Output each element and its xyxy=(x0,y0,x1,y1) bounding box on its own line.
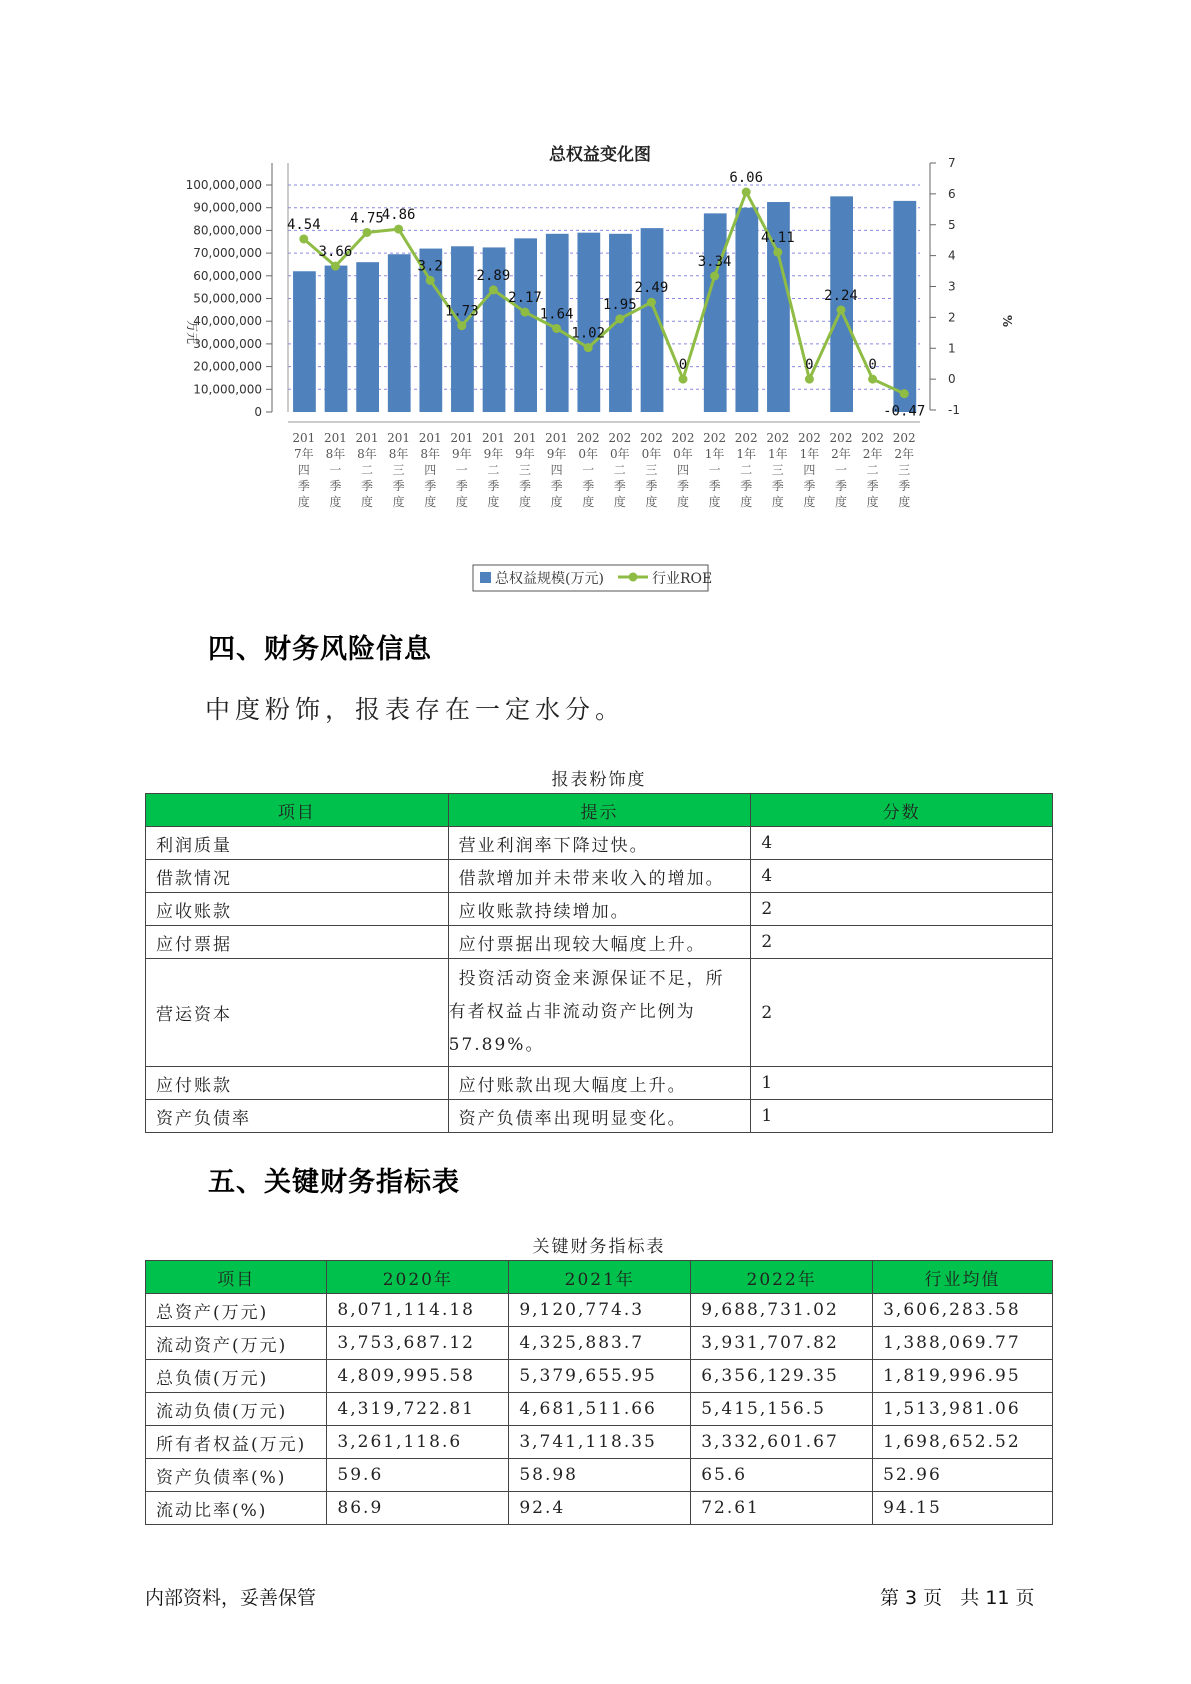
risk-score: 4 xyxy=(751,860,1053,893)
y2-tick-label: 4 xyxy=(948,248,956,263)
x-tick-line: 0年 xyxy=(578,447,599,461)
equity-chart xyxy=(160,135,1060,595)
metric-value: 5,379,655.95 xyxy=(509,1360,691,1393)
risk-header-tip: 提示 xyxy=(448,794,751,827)
risk-item: 应收账款 xyxy=(146,893,449,926)
roe-point xyxy=(900,389,909,398)
bar-equity xyxy=(356,262,379,412)
metric-value: 4,319,722.81 xyxy=(327,1393,509,1426)
roe-point xyxy=(679,375,688,384)
x-tick-line: 度 xyxy=(613,495,626,509)
roe-data-label: 0 xyxy=(868,357,877,374)
x-tick-label xyxy=(577,431,600,509)
x-tick-line: 季 xyxy=(455,479,468,493)
bar-equity xyxy=(514,238,537,412)
x-tick-line: 一 xyxy=(455,463,468,477)
x-tick-line: 三 xyxy=(392,463,405,477)
roe-data-label: 4.86 xyxy=(381,207,416,224)
roe-data-label: 1.02 xyxy=(571,325,606,342)
x-tick-line: 201 xyxy=(450,431,474,445)
x-tick-label xyxy=(545,431,568,509)
risk-tip: 营业利润率下降过快。 xyxy=(448,827,751,860)
x-tick-line: 202 xyxy=(576,431,600,445)
x-tick-line: 201 xyxy=(513,431,537,445)
risk-score: 2 xyxy=(751,959,1053,1067)
risk-tip xyxy=(448,959,751,1067)
x-tick-label xyxy=(324,431,347,509)
y2-tick-label: -1 xyxy=(948,403,960,417)
x-tick-label xyxy=(766,431,789,509)
x-tick-line: 四 xyxy=(676,463,690,477)
table-row xyxy=(146,1360,1053,1393)
roe-data-label: 3.34 xyxy=(697,254,732,271)
metric-value: 58.98 xyxy=(509,1459,691,1492)
metric-value: 3,332,601.67 xyxy=(691,1426,873,1459)
x-tick-line: 2年 xyxy=(894,447,915,461)
risk-item: 应付票据 xyxy=(146,926,449,959)
x-tick-line: 度 xyxy=(297,495,310,509)
table-row xyxy=(146,1426,1053,1459)
x-tick-line: 度 xyxy=(424,495,437,509)
x-tick-line: 2年 xyxy=(862,447,883,461)
bar-equity xyxy=(546,234,569,412)
table-row xyxy=(146,893,1053,926)
risk-score: 2 xyxy=(751,893,1053,926)
x-tick-line: 四 xyxy=(297,463,310,477)
x-tick-line: 季 xyxy=(424,479,437,493)
metric-name: 流动比率(%) xyxy=(146,1492,327,1525)
bar-equity xyxy=(325,266,348,412)
x-tick-line: 二 xyxy=(740,463,753,477)
x-tick-line: 季 xyxy=(329,479,342,493)
y2-axis-label: % xyxy=(1000,315,1014,328)
x-tick-line: 201 xyxy=(481,431,505,445)
metric-value: 86.9 xyxy=(327,1492,509,1525)
risk-score: 2 xyxy=(751,926,1053,959)
x-tick-line: 季 xyxy=(708,479,721,493)
roe-data-label: 4.75 xyxy=(350,210,384,227)
metric-value: 5,415,156.5 xyxy=(691,1393,873,1426)
x-tick-line: 度 xyxy=(740,495,753,509)
x-tick-line: 季 xyxy=(676,479,690,493)
x-tick-line: 1年 xyxy=(767,447,788,461)
x-tick-line: 三 xyxy=(645,463,658,477)
footer-page-number: 第 3 页 共 11 页 xyxy=(880,1587,1035,1609)
y2-tick-label: 3 xyxy=(948,279,956,294)
roe-data-label: 4.54 xyxy=(286,216,321,233)
y-tick-label: 50,000,000 xyxy=(193,291,262,306)
x-tick-line: 二 xyxy=(487,463,500,477)
risk-tip-line: 有者权益占非流动资产比例为 xyxy=(448,1002,696,1022)
x-tick-line: 季 xyxy=(613,479,626,493)
footer-confidential: 内部资料，妥善保管 xyxy=(145,1587,317,1609)
x-tick-line: 9年 xyxy=(546,447,567,461)
y-tick-label: 0 xyxy=(254,405,262,419)
x-tick-line: 202 xyxy=(829,431,853,445)
x-tick-line: 度 xyxy=(771,495,784,509)
x-tick-line: 8年 xyxy=(357,447,377,461)
metrics-header: 行业均值 xyxy=(873,1261,1053,1294)
x-tick-line: 季 xyxy=(392,479,405,493)
bar-equity xyxy=(893,201,916,412)
roe-data-label: 3.2 xyxy=(417,258,443,275)
metric-name: 流动负债(万元) xyxy=(146,1393,327,1426)
x-tick-line: 2年 xyxy=(831,447,851,461)
metric-value: 92.4 xyxy=(509,1492,691,1525)
metric-name: 资产负债率(%) xyxy=(146,1459,327,1492)
risk-item: 利润质量 xyxy=(146,827,449,860)
x-tick-label xyxy=(830,431,853,509)
x-tick-line: 度 xyxy=(518,495,532,509)
x-tick-line: 一 xyxy=(582,463,595,477)
y-tick-label: 10,000,000 xyxy=(193,382,262,397)
x-tick-line: 8年 xyxy=(420,447,441,461)
risk-table xyxy=(145,793,1053,1133)
table-row xyxy=(146,1327,1053,1360)
metric-value: 1,388,069.77 xyxy=(873,1327,1053,1360)
roe-data-label: 3.66 xyxy=(318,244,353,261)
x-tick-line: 202 xyxy=(608,431,632,445)
x-tick-line: 1年 xyxy=(704,447,725,461)
table-row xyxy=(146,1393,1053,1426)
metrics-header: 2022年 xyxy=(691,1261,873,1294)
risk-item: 应付账款 xyxy=(146,1067,449,1100)
x-tick-label xyxy=(450,431,473,509)
roe-data-label: -0.47 xyxy=(883,403,926,420)
legend-label-roe: 行业ROE xyxy=(652,571,713,587)
risk-score: 4 xyxy=(751,827,1053,860)
roe-data-label: 6.06 xyxy=(729,170,764,187)
table-row xyxy=(146,1067,1053,1100)
metric-value: 3,261,118.6 xyxy=(327,1426,509,1459)
risk-tip: 资产负债率出现明显变化。 xyxy=(448,1100,751,1133)
metrics-table-caption: 关键财务指标表 xyxy=(532,1237,666,1257)
x-tick-line: 季 xyxy=(487,479,500,493)
roe-point xyxy=(615,314,624,323)
bar-equity xyxy=(577,233,600,412)
roe-point xyxy=(584,343,593,352)
section4-heading: 四、财务风险信息 xyxy=(208,634,432,665)
legend-label-bar: 总权益规模(万元) xyxy=(495,571,604,587)
x-tick-line: 度 xyxy=(329,495,342,509)
x-tick-label xyxy=(640,431,663,509)
metric-value: 65.6 xyxy=(691,1459,873,1492)
chart-title: 总权益变化图 xyxy=(549,145,651,165)
roe-point xyxy=(299,234,308,243)
x-tick-line: 1年 xyxy=(799,447,820,461)
x-tick-line: 201 xyxy=(292,431,316,445)
x-tick-line: 201 xyxy=(545,431,569,445)
metrics-table xyxy=(145,1260,1053,1525)
x-tick-line: 度 xyxy=(676,495,690,509)
table-row xyxy=(146,1459,1053,1492)
section5-heading: 五、关键财务指标表 xyxy=(208,1167,460,1198)
x-tick-line: 201 xyxy=(418,431,442,445)
roe-data-label: 1.73 xyxy=(444,303,479,320)
risk-item: 营运资本 xyxy=(146,959,449,1067)
x-tick-line: 季 xyxy=(360,479,374,493)
x-tick-line: 0年 xyxy=(673,447,693,461)
x-tick-label xyxy=(608,431,631,509)
x-tick-line: 201 xyxy=(355,431,379,445)
roe-data-label: 1.95 xyxy=(602,296,637,313)
x-tick-line: 季 xyxy=(898,479,911,493)
x-tick-line: 季 xyxy=(866,479,879,493)
x-tick-line: 二 xyxy=(613,463,626,477)
x-tick-label xyxy=(735,431,758,509)
roe-data-label: 2.89 xyxy=(476,267,511,284)
roe-point xyxy=(742,188,751,197)
roe-point xyxy=(647,298,656,307)
x-tick-label xyxy=(419,431,442,509)
x-tick-label xyxy=(292,431,315,509)
metric-value: 9,120,774.3 xyxy=(509,1294,691,1327)
risk-tip: 应付票据出现较大幅度上升。 xyxy=(448,926,751,959)
chart-x-ticks xyxy=(292,431,915,509)
roe-point xyxy=(489,285,498,294)
metric-value: 59.6 xyxy=(327,1459,509,1492)
roe-point xyxy=(457,321,466,330)
table-row xyxy=(146,827,1053,860)
metric-value: 3,931,707.82 xyxy=(691,1327,873,1360)
y2-tick-label: 2 xyxy=(948,310,956,325)
metric-name: 流动资产(万元) xyxy=(146,1327,327,1360)
metrics-header: 项目 xyxy=(146,1261,327,1294)
roe-point xyxy=(868,375,877,384)
legend-swatch-bar xyxy=(480,572,491,583)
risk-table-header xyxy=(146,794,1053,827)
x-tick-line: 四 xyxy=(803,463,816,477)
x-tick-line: 季 xyxy=(582,479,595,493)
y2-tick-label: 0 xyxy=(948,372,956,387)
risk-tip-line: 57.89%。 xyxy=(448,1035,545,1055)
y-tick-label: 40,000,000 xyxy=(193,314,262,329)
x-tick-line: 度 xyxy=(645,495,658,509)
metric-name: 总资产(万元) xyxy=(146,1294,327,1327)
metric-value: 1,819,996.95 xyxy=(873,1360,1053,1393)
risk-header-item: 项目 xyxy=(146,794,449,827)
metric-value: 1,513,981.06 xyxy=(873,1393,1053,1426)
x-tick-line: 度 xyxy=(803,495,816,509)
bar-equity xyxy=(388,254,411,412)
roe-data-label: 2.24 xyxy=(824,287,858,304)
bar-equity xyxy=(830,196,853,412)
table-row xyxy=(146,1100,1053,1133)
x-tick-line: 202 xyxy=(734,431,758,445)
y2-tick-label: 6 xyxy=(948,186,956,201)
roe-data-label: 2.17 xyxy=(508,290,542,307)
bar-equity xyxy=(735,208,758,412)
metric-value: 8,071,114.18 xyxy=(327,1294,509,1327)
x-tick-line: 三 xyxy=(518,463,532,477)
metric-value: 52.96 xyxy=(873,1459,1053,1492)
roe-data-label: 2.49 xyxy=(634,280,669,297)
metric-value: 94.15 xyxy=(873,1492,1053,1525)
x-tick-line: 度 xyxy=(360,495,374,509)
y-tick-label: 80,000,000 xyxy=(193,223,262,238)
table-row xyxy=(146,926,1053,959)
x-tick-line: 四 xyxy=(550,463,563,477)
risk-tip: 借款增加并未带来收入的增加。 xyxy=(448,860,751,893)
y-tick-label: 30,000,000 xyxy=(193,336,262,351)
metric-value: 3,606,283.58 xyxy=(873,1294,1053,1327)
roe-data-label: 1.64 xyxy=(539,306,574,323)
roe-point xyxy=(363,228,372,237)
risk-tip-line: 投资活动资金来源保证不足，所 xyxy=(458,969,725,989)
x-tick-line: 9年 xyxy=(515,447,535,461)
roe-point xyxy=(521,308,530,317)
x-tick-line: 9年 xyxy=(483,447,504,461)
bar-equity xyxy=(704,213,727,412)
chart-legend xyxy=(473,565,712,591)
x-tick-line: 度 xyxy=(708,495,721,509)
risk-item: 借款情况 xyxy=(146,860,449,893)
roe-point xyxy=(331,262,340,271)
x-tick-label xyxy=(482,431,505,509)
table-row xyxy=(146,959,1053,1067)
risk-table-caption: 报表粉饰度 xyxy=(551,770,647,790)
x-tick-line: 季 xyxy=(740,479,753,493)
risk-tip: 应收账款持续增加。 xyxy=(448,893,751,926)
x-tick-label xyxy=(387,431,410,509)
x-tick-line: 0年 xyxy=(641,447,662,461)
x-tick-label xyxy=(798,431,821,509)
x-tick-line: 四 xyxy=(424,463,437,477)
metrics-header: 2020年 xyxy=(327,1261,509,1294)
section4-paragraph: 中度粉饰，报表存在一定水分。 xyxy=(205,695,626,724)
x-tick-line: 度 xyxy=(455,495,468,509)
roe-point xyxy=(394,225,403,234)
legend-marker-roe xyxy=(629,573,638,582)
x-tick-line: 度 xyxy=(487,495,500,509)
x-tick-line: 二 xyxy=(360,463,374,477)
metrics-header: 2021年 xyxy=(509,1261,691,1294)
x-tick-line: 季 xyxy=(834,479,848,493)
x-tick-line: 度 xyxy=(898,495,911,509)
x-tick-line: 202 xyxy=(671,431,695,445)
risk-score: 1 xyxy=(751,1100,1053,1133)
x-tick-line: 0年 xyxy=(609,447,630,461)
y2-tick-label: 5 xyxy=(948,217,956,232)
metrics-table-header xyxy=(146,1261,1053,1294)
x-tick-line: 度 xyxy=(550,495,563,509)
x-tick-line: 8年 xyxy=(325,447,346,461)
metric-value: 9,688,731.02 xyxy=(691,1294,873,1327)
metric-value: 4,325,883.7 xyxy=(509,1327,691,1360)
x-tick-line: 8年 xyxy=(388,447,409,461)
roe-point xyxy=(552,324,561,333)
metric-value: 3,741,118.35 xyxy=(509,1426,691,1459)
x-tick-line: 一 xyxy=(329,463,342,477)
x-tick-line: 一 xyxy=(708,463,721,477)
x-tick-line: 季 xyxy=(297,479,310,493)
y-axis-label: 万元 xyxy=(185,320,199,345)
y-tick-label: 20,000,000 xyxy=(193,359,262,374)
roe-point xyxy=(837,305,846,314)
metric-value: 4,809,995.58 xyxy=(327,1360,509,1393)
risk-tip: 应付账款出现大幅度上升。 xyxy=(448,1067,751,1100)
risk-item: 资产负债率 xyxy=(146,1100,449,1133)
y2-tick-label: 1 xyxy=(948,341,956,356)
y-tick-label: 70,000,000 xyxy=(193,246,262,261)
x-tick-line: 1年 xyxy=(736,447,757,461)
x-tick-line: 202 xyxy=(797,431,821,445)
x-tick-label xyxy=(703,431,726,509)
roe-point xyxy=(426,276,435,285)
x-tick-line: 度 xyxy=(582,495,595,509)
x-tick-label xyxy=(893,431,916,509)
x-tick-line: 202 xyxy=(703,431,727,445)
metric-value: 72.61 xyxy=(691,1492,873,1525)
y2-tick-label: 7 xyxy=(948,156,956,170)
x-tick-line: 二 xyxy=(866,463,879,477)
x-tick-line: 季 xyxy=(518,479,532,493)
metric-value: 6,356,129.35 xyxy=(691,1360,873,1393)
roe-data-label: 4.11 xyxy=(760,230,795,247)
x-tick-label xyxy=(672,431,695,509)
metric-name: 所有者权益(万元) xyxy=(146,1426,327,1459)
x-tick-line: 季 xyxy=(803,479,816,493)
roe-point xyxy=(710,272,719,281)
x-tick-line: 202 xyxy=(766,431,790,445)
metric-value: 4,681,511.66 xyxy=(509,1393,691,1426)
x-tick-line: 度 xyxy=(834,495,848,509)
x-tick-line: 202 xyxy=(861,431,885,445)
x-tick-line: 度 xyxy=(392,495,405,509)
x-tick-line: 度 xyxy=(866,495,879,509)
bar-equity xyxy=(293,271,316,412)
table-row xyxy=(146,1492,1053,1525)
roe-point xyxy=(773,248,782,257)
x-tick-line: 7年 xyxy=(293,447,314,461)
roe-data-label: 0 xyxy=(805,357,814,374)
x-tick-line: 季 xyxy=(771,479,784,493)
roe-data-label: 0 xyxy=(678,357,688,374)
x-tick-line: 三 xyxy=(898,463,911,477)
x-tick-line: 201 xyxy=(387,431,411,445)
x-tick-line: 201 xyxy=(323,431,347,445)
table-row xyxy=(146,1294,1053,1327)
x-tick-label xyxy=(861,431,884,509)
x-tick-line: 季 xyxy=(550,479,563,493)
x-tick-line: 一 xyxy=(834,463,848,477)
x-tick-line: 202 xyxy=(892,431,916,445)
roe-point xyxy=(805,375,814,384)
y-tick-label: 90,000,000 xyxy=(193,200,262,215)
x-tick-line: 9年 xyxy=(451,447,472,461)
y-tick-label: 60,000,000 xyxy=(193,268,262,283)
x-tick-line: 三 xyxy=(771,463,784,477)
x-tick-line: 季 xyxy=(645,479,658,493)
x-tick-label xyxy=(514,431,537,509)
metric-name: 总负债(万元) xyxy=(146,1360,327,1393)
metric-value: 1,698,652.52 xyxy=(873,1426,1053,1459)
x-tick-line: 202 xyxy=(639,431,663,445)
risk-score: 1 xyxy=(751,1067,1053,1100)
x-tick-label xyxy=(356,431,379,509)
risk-header-score: 分数 xyxy=(751,794,1053,827)
table-row xyxy=(146,860,1053,893)
y-tick-label: 100,000,000 xyxy=(185,178,262,192)
metric-value: 3,753,687.12 xyxy=(327,1327,509,1360)
